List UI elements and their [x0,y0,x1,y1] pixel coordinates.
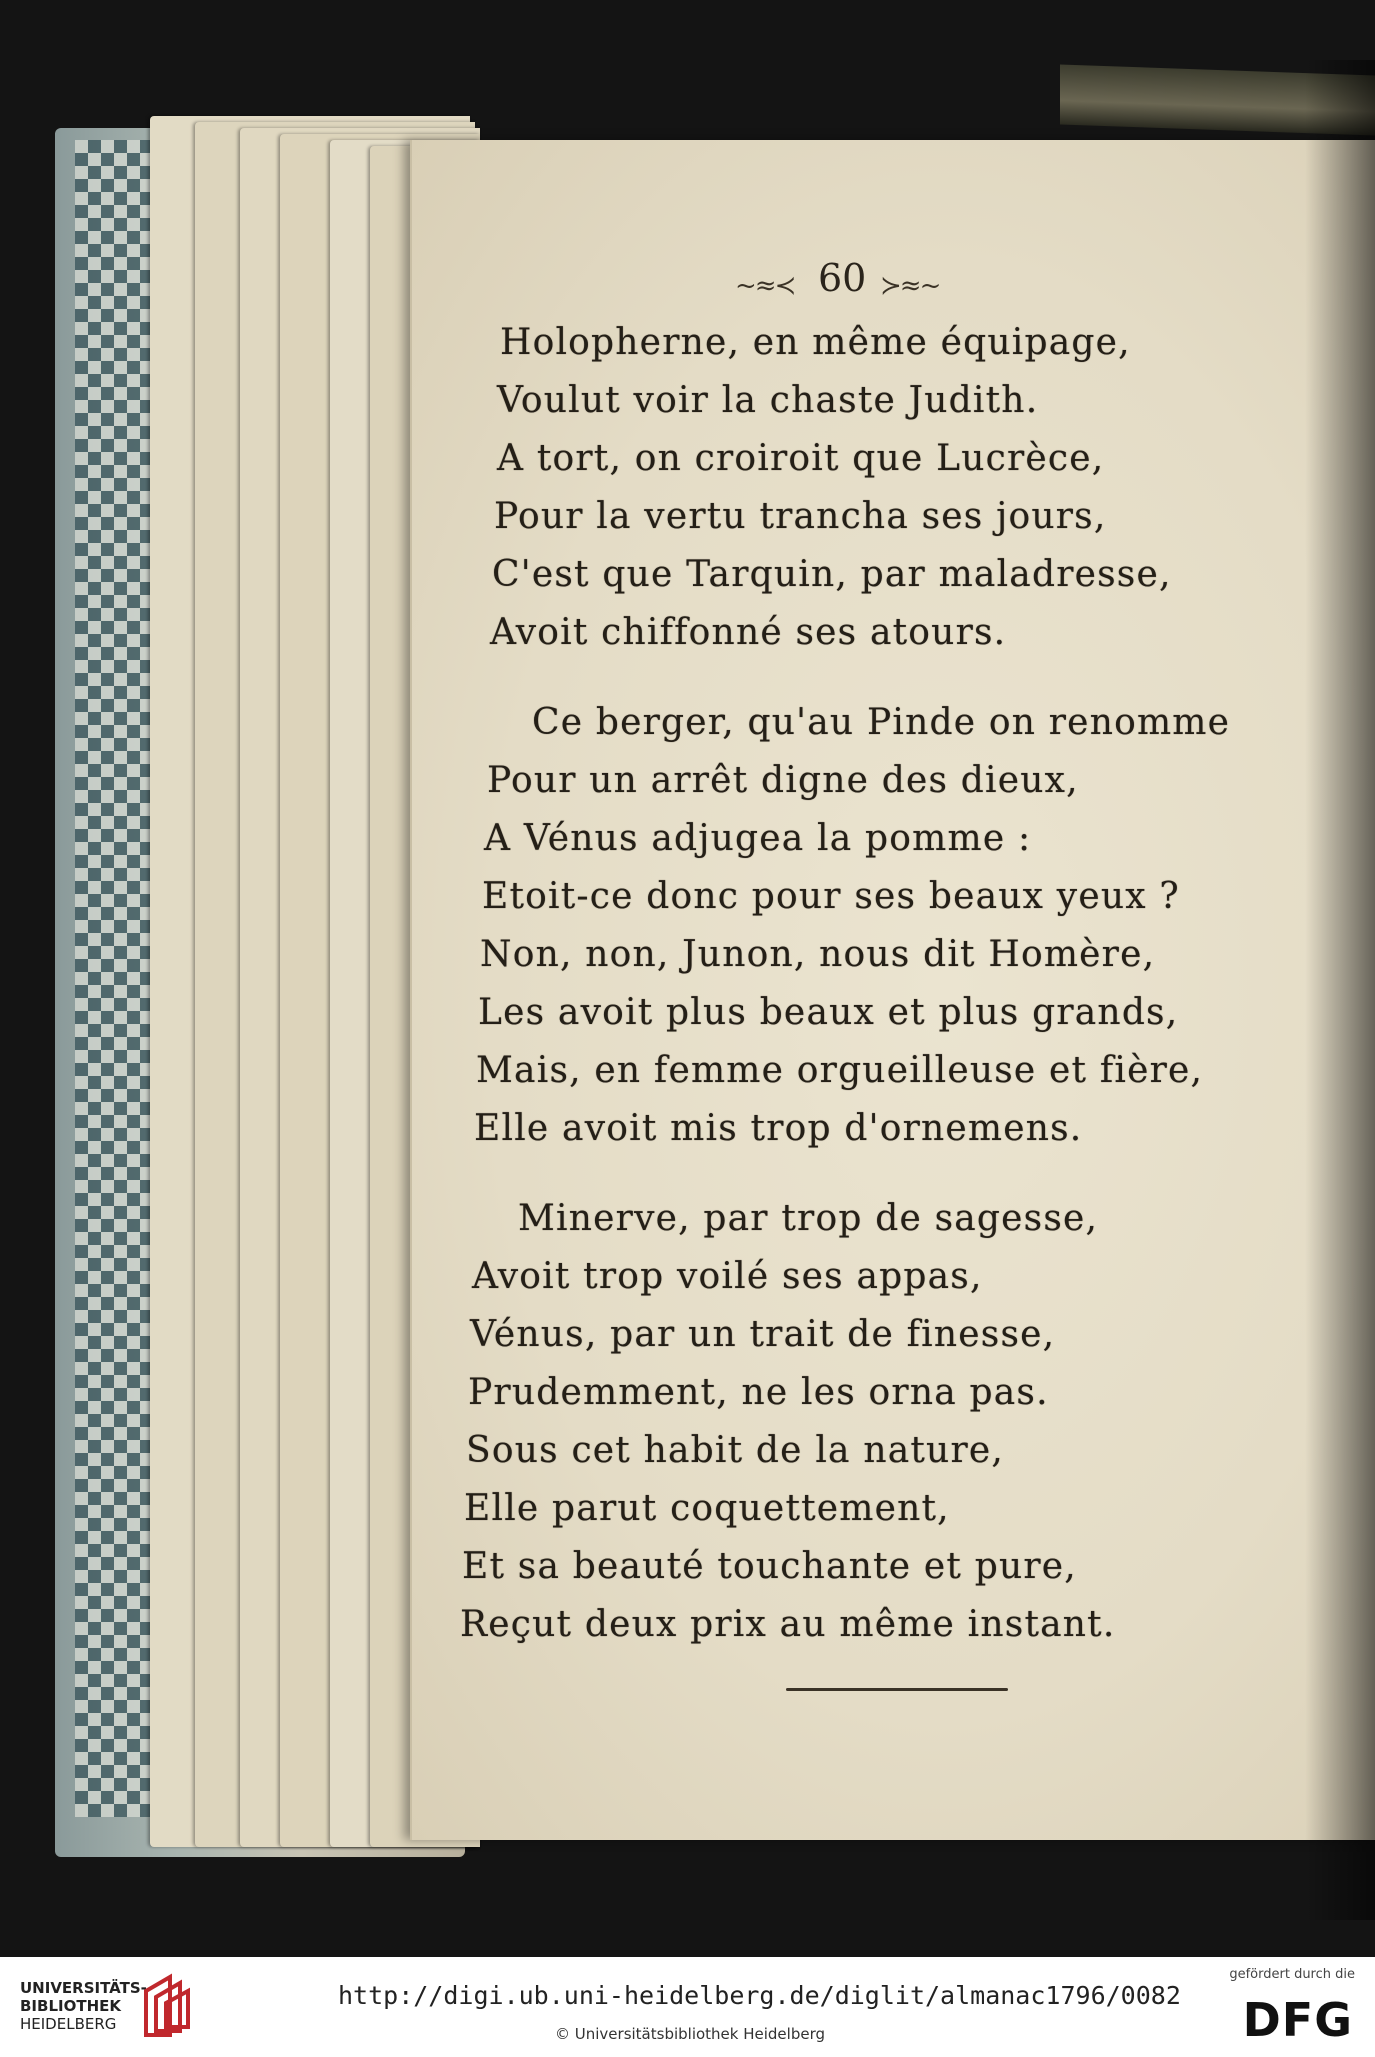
verse-line: Elle parut coquettement, [464,1488,950,1529]
library-logo-icon [140,1971,192,2041]
verse-line: Voulut voir la chaste Judith. [497,380,1039,421]
viewer-footer [0,1957,1375,2057]
verse-line: C'est que Tarquin, par maladresse, [492,554,1172,595]
verse-line: Avoit trop voilé ses appas, [472,1256,983,1297]
copyright-notice: © Universitätsbibliothek Heidelberg [555,2025,826,2043]
library-name-line: BIBLIOTHEK [20,1997,121,2015]
header-ornament-left: ~≈≺ [735,271,795,301]
verse-line: Non, non, Junon, nous dit Homère, [480,934,1156,975]
page-number: 60 [818,256,867,300]
header-ornament-right: ≻≈~ [880,271,940,301]
verse-line: Pour un arrêt digne des dieux, [487,760,1079,801]
verse-line: Vénus, par un trait de finesse, [470,1314,1056,1355]
verse-line: Avoit chiffonné ses atours. [490,612,1007,653]
library-name-line: UNIVERSITÄTS- [20,1979,147,1997]
verse-line: Etoit-ce donc pour ses beaux yeux ? [482,876,1180,917]
library-name [20,1979,147,2033]
gutter-shadow [1305,60,1375,1920]
verse-line: Les avoit plus beaux et plus grands, [478,992,1179,1033]
permalink-url[interactable]: http://digi.ub.uni-heidelberg.de/diglit/almanac1796/0082 [338,1981,1181,2010]
verse-line: Sous cet habit de la nature, [466,1430,1005,1471]
closing-rule [786,1688,1008,1691]
funded-by-label: gefördert durch die [1229,1967,1355,1982]
verse-line: Pour la vertu trancha ses jours, [494,496,1107,537]
verse-line: Prudemment, ne les orna pas. [468,1372,1049,1413]
verse-line: Reçut deux prix au même instant. [460,1604,1116,1645]
verse-line: Minerve, par trop de sagesse, [518,1198,1099,1239]
library-name-line: HEIDELBERG [20,2015,117,2033]
verse-line: A Vénus adjugea la pomme : [484,818,1032,859]
verse-line: Et sa beauté touchante et pure, [462,1546,1077,1587]
verse-line: Elle avoit mis trop d'ornemens. [474,1108,1083,1149]
verse-line: Mais, en femme orgueilleuse et fière, [476,1050,1204,1091]
verse-line: Holopherne, en même équipage, [500,322,1131,363]
verse-line: Ce berger, qu'au Pinde on renomme [532,702,1231,743]
verse-line: A tort, on croiroit que Lucrèce, [497,438,1105,479]
dfg-logo: DFG [1242,1993,1353,2047]
